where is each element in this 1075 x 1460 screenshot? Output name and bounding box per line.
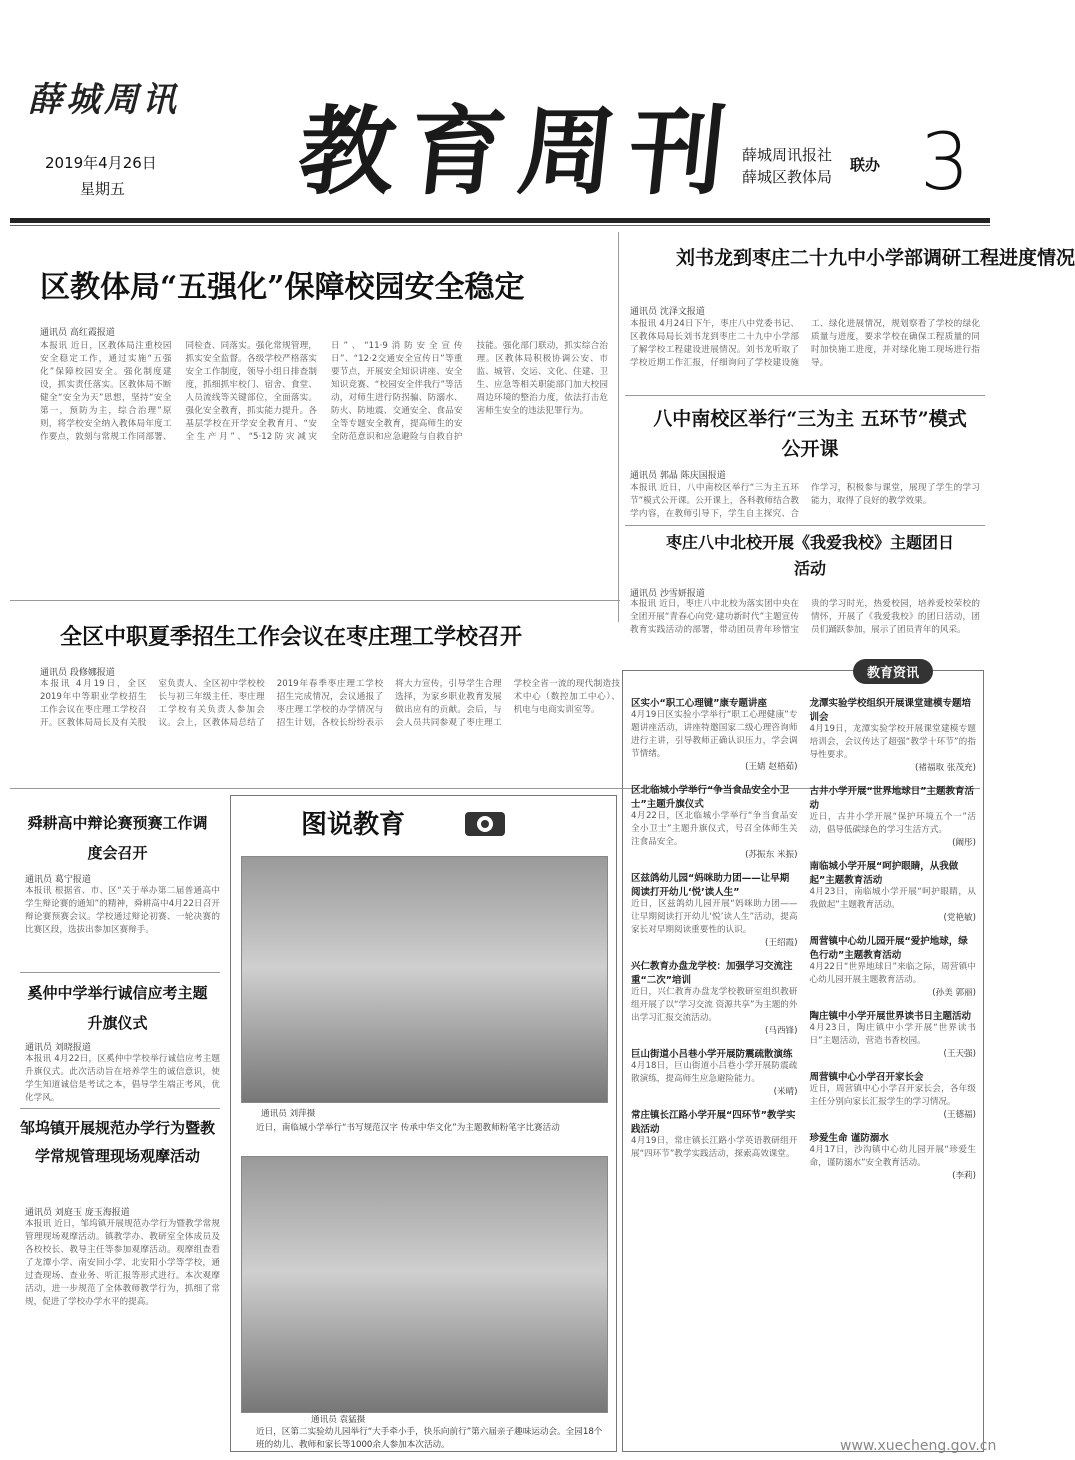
- photo2-caption: 近日，区第二实验幼儿园举行“大手牵小手，快乐向前行”第六届亲子趣味运动会。全园18个班的幼儿、教师和家长等1000余人参加本次活动。: [256, 1427, 603, 1450]
- article4-body: 本报讯 近日，八中南校区举行“三为主五环节”模式公开课。公开课上，各科教师结合教学内容，在教师引导下，学生自主探究、合作学习，积极参与课堂，展现了学生的学习能力，取得了良好的教学效果。: [630, 483, 980, 519]
- sidebar-news-item: [810, 1008, 977, 1061]
- photo-calligraphy-contest: [241, 856, 608, 1103]
- article7-body: 本报讯 4月22日，区奚仲中学校举行诚信应考主题升旗仪式。此次活动旨在培养学生的诚信意识，使学生知道诚信是考试之本，倡导学生端正考风，优化学风。: [25, 1054, 220, 1103]
- article7-title: 奚仲中学举行诚信应考主题升旗仪式: [27, 984, 208, 1032]
- sidebar-item-credit: (王绍霞): [765, 938, 798, 948]
- sidebar-item-credit: (李莉): [952, 1171, 976, 1181]
- sidebar-news-item: [810, 695, 977, 775]
- sidebar-item-title: 周营镇中心小学召开家长会: [809, 1072, 924, 1083]
- masthead-rule-thin: [10, 225, 990, 226]
- divider: [625, 395, 985, 396]
- sidebar-item-title: 南临城小学开展“呵护眼睛，从我做起”主题教育活动: [809, 861, 959, 886]
- photo-family-sports-meet: [241, 1156, 608, 1413]
- article2-body: 本报讯 4月19日，全区2019年中等职业学校招生工作会议在枣庄理工学校召开。区教体局局长及有关股室负责人、全区初中学校校长与初三年级主任、枣庄理工学校有关负责人参加会议。会上，区教体局总结了2019年春季枣庄理工学校招生完成情况，会议通报了枣庄理工学校的办学情况与招生计划，各校长纷纷表示将大力宣传，引导学生合理选择，为家乡职业教育发展做出应有的贡献。会后，与会人员共同参观了枣庄理工学校全省一流的现代制造技术中心（数控加工中心）、机电与电商实训室等。: [40, 679, 620, 728]
- sidebar-news-item: [810, 933, 977, 1000]
- column-divider: [618, 232, 619, 622]
- article3-title: 刘书龙到枣庄二十九中小学部调研工程进度情况: [676, 247, 1075, 269]
- divider: [20, 1108, 220, 1109]
- article8-byline: 通讯员 刘庭玉 庞玉海报道: [25, 1208, 130, 1218]
- sidebar-item-credit: (苏振东 米振): [745, 850, 798, 860]
- sidebar-news-item: [810, 783, 977, 850]
- article2-title: 全区中职夏季招生工作会议在枣庄理工学校召开: [60, 624, 523, 650]
- article5-body: 本报讯 近日，枣庄八中北校为落实团中央在全团开展“青春心向党·建功新时代”主题宣传教育实践活动的部署，带动团员青年珍惜宝贵的学习时光，热爱校园，培养爱校荣校的情怀，开展了《我爱我校》的团日活动，团员们踊跃参加，展示了团员青年的风采。: [630, 599, 980, 635]
- sidebar-news-item: [631, 695, 798, 774]
- sidebar-news-item: [631, 870, 798, 950]
- sidebar-item-title: 区实小“职工心理键”康专题讲座: [631, 698, 767, 709]
- sidebar-item-credit: (王婧 赵梧茹): [745, 762, 798, 772]
- sidebar-item-text: 4月17日，沙沟镇中心幼儿园开展“珍爱生命，谨防溺水”安全教育活动。: [809, 1145, 976, 1168]
- website-watermark: www.xuecheng.gov.cn: [840, 1438, 997, 1454]
- article6-body: 本报讯 根据省、市、区“关于举办第二届普通高中学生辩论赛的通知”的精神，舜耕高中4月22日召开辩论赛预赛会议。学校通过辩论初赛、一轮决赛的比赛区段，选拔出参加区赛辩手。: [25, 886, 220, 935]
- sidebar-banner: 教育资讯: [853, 659, 933, 684]
- article5-title: 枣庄八中北校开展《我爱我校》主题团日活动: [665, 533, 954, 578]
- sidebar-news-item: [631, 782, 798, 862]
- sidebar-item-title: 巨山街道小吕巷小学开展防震疏散演练: [631, 1049, 793, 1060]
- sidebar-items: [631, 695, 976, 1445]
- sidebar-item-text: 4月23日，南临城小学开展“呵护眼睛，从我做起”主题教育活动。: [809, 887, 976, 910]
- sidebar-item-title: 区北临城小学举行“争当食品安全小卫士”主题升旗仪式: [631, 785, 790, 810]
- organizer-1: 薛城周讯报社: [742, 146, 833, 164]
- photo1-caption: 近日，南临城小学举行“书写规范汉字 传承中华文化”为主题教师粉笔字比赛活动: [256, 1123, 560, 1133]
- sidebar-item-credit: (阚彤): [952, 838, 976, 848]
- article7-byline: 通讯员 刘晓报道: [25, 1043, 91, 1053]
- sidebar-item-text: 4月22日“世界地球日”来临之际，周营镇中心幼儿园开展主题教育活动。: [809, 962, 976, 985]
- sidebar-item-credit: (孙美 郭丽): [932, 988, 976, 998]
- sidebar-news-item: [631, 1107, 798, 1161]
- sidebar-item-title: 常庄镇长江路小学开展“四环节”教学实践活动: [631, 1110, 796, 1135]
- sidebar-item-text: 近日，区兹鸽幼儿园开展“妈咪助力团——让早期阅读打开幼儿‘悦’读人生”活动，提高家长对早期阅读重要性的认识。: [631, 899, 798, 935]
- article1-byline: 通讯员 高红霞报道: [40, 328, 115, 338]
- article1-title: 区教体局“五强化”保障校园安全稳定: [40, 270, 525, 305]
- sidebar-item-text: 4月19日区实验小学举行“职工心理健康”专题讲座活动，讲座特邀国家二级心理咨询师进行主讲，引导教师正确认识压力，学会调节情绪。: [631, 710, 798, 759]
- article8-title: 邹坞镇开展规范办学行为暨教学常规管理现场观摩活动: [20, 1119, 216, 1165]
- divider: [20, 972, 220, 973]
- sidebar-item-credit: (王天强): [943, 1049, 976, 1059]
- sidebar-item-text: 近日，兴仁教育办盘龙学校教研室组织教研组开展了以“学习交流 资源共享”为主题的外出学习汇报交流活动。: [631, 987, 798, 1023]
- camera-icon: [461, 802, 511, 842]
- masthead-rule: [10, 218, 990, 223]
- sidebar-item-title: 陶庄镇中小学开展世界读书日主题活动: [809, 1011, 972, 1022]
- photo-banner: 图说教育: [301, 810, 406, 840]
- sidebar-news-item: [810, 858, 977, 925]
- issue-date: 2019年4月26日: [45, 154, 157, 172]
- article1-body: 本报讯 近日，区教体局注重校园安全稳定工作，通过实施“五强化”保障校园安全。强化制度建设，抓实责任落实。区教体局不断健全“安全为天”思想，坚持“安全第一，预防为主，综合治理”原则，将学校安全纳入教体局年度工作要点，敦刻与常规工作同部署、同检查、同落实。强化常规管理，抓实安全监督。各级学校严格落实安全工作制度，领导小组日排查制度，抓细抓牢校门、宿舍、食堂、人员流线等关键部位，全面落实。强化安全教育，抓实能力提升。各基层学校在开学安全教育月、“安全生产月”、“5·12防灾减灾日”、“11·9消防安全宣传日”、“12·2交通安全宣传日”等重要节点，开展安全知识讲座、安全知识竞赛、“校园安全伴我行”等活动，对师生进行防拐骗、防溺水、防火、防地震、交通安全、食品安全等专题安全教育，提高师生的安全防范意识和应急避险与自救自护技能。强化部门联动，抓实综合治理。区教体局积极协调公安、市监、城管、交运、文化、住建、卫生、应急等相关职能部门加大校园周边环境的整治力度，依法打击危害师生安全的违法犯罪行为。: [40, 341, 608, 442]
- article8-body: 本报讯 近日，邹坞镇开展规范办学行为暨教学常规管理现场观摩活动。镇教学办、教研室全体成员及各校校长、教导主任等参加观摩活动。观摩组查看了龙潭小学、南安回小学、北安阳小学等学校，通过查现场、查业务、听汇报等形式进行。本次观摩活动，进一步规范了全体教师教学行为，抓细了常规，促进了学校办学水平的提高。: [25, 1219, 220, 1307]
- sidebar-item-credit: (米晴): [773, 1087, 798, 1097]
- sidebar-item-title: 古井小学开展“世界地球日”主题教育活动: [809, 786, 974, 811]
- article4-title: 八中南校区举行“三为主 五环节”模式公开课: [653, 408, 967, 460]
- sidebar-item-text: 4月19日，龙潭实验学校开展课堂建模专题培训会，会议传达了超强“教学十环节”的指导性要求。: [809, 724, 976, 760]
- divider: [625, 525, 985, 526]
- organizer-tag: 联办: [850, 156, 881, 174]
- photo2-credit: 通讯员 袁猛摄: [311, 1415, 366, 1425]
- issue-weekday: 星期五: [80, 180, 126, 198]
- article5-byline: 通讯员 沙雪妍报道: [630, 589, 705, 599]
- sidebar-item-text: 近日，周营镇中心小学召开家长会，各年级主任分别向家长汇报学生的学习情况。: [809, 1084, 976, 1107]
- divider: [10, 600, 620, 601]
- sidebar-item-title: 区兹鸽幼儿园“妈咪助力团——让早期阅读打开幼儿‘悦’读人生”: [631, 873, 790, 898]
- sidebar-item-title: 周营镇中心幼儿园开展“爱护地球，绿色行动”主题教育活动: [809, 936, 968, 961]
- page-number: 3: [920, 118, 970, 208]
- sidebar-item-text: 4月23日，陶庄镇中小学开展“世界读书日”主题活动，营造书香校园。: [809, 1023, 976, 1046]
- brand-logo: 薛城周讯: [28, 80, 180, 120]
- article6-title: 舜耕高中辩论赛预赛工作调度会召开: [27, 814, 208, 862]
- sidebar-item-text: 4月19日，常庄镇长江路小学英语教研组开展“四环节”教学实践活动，探索高效课堂。: [631, 1136, 798, 1159]
- photo-section: [230, 795, 617, 1452]
- sidebar-news-item: [631, 958, 798, 1038]
- sidebar-item-title: 珍爱生命 谨防溺水: [809, 1133, 889, 1144]
- sidebar-news-item: [810, 1130, 977, 1183]
- sidebar-news-item: [810, 1069, 977, 1122]
- sidebar-item-text: 近日，古井小学开展“保护环境五个一”活动，倡导低碳绿色的学习生活方式。: [809, 812, 976, 835]
- article6-byline: 通讯员 葛宁报道: [25, 875, 91, 885]
- article2-byline: 通讯员 段修娜报道: [40, 668, 115, 678]
- sidebar-item-credit: (褚福取 张茂充): [915, 763, 976, 773]
- sidebar-news-item: [631, 1046, 798, 1099]
- sidebar-item-text: 4月18日，巨山街道小吕巷小学开展防震疏散演练，提高师生应急避险能力。: [631, 1061, 798, 1084]
- sidebar-item-credit: (马西锋): [765, 1026, 798, 1036]
- article4-byline: 通讯员 郭晶 陈庆国报道: [630, 471, 726, 481]
- masthead: [0, 0, 1000, 230]
- sidebar-item-text: 4月22日，区北临城小学举行“争当食品安全小卫士”主题升旗仪式，号召全体师生关注食品安全。: [631, 811, 798, 847]
- organizer-2: 薛城区教体局: [742, 168, 833, 186]
- sidebar-news: [622, 666, 984, 1452]
- photo1-credit: 通讯员 刘萍摄: [261, 1109, 316, 1119]
- article3-body: 本报讯 4月24日下午，枣庄八中党委书记、区教体局局长刘书龙到枣庄二十九中小学部了解学校工程建设进展情况。刘书龙听取了学校近期工作汇报，仔细询问了学校建设施工、绿化进展情况，规划察看了学校的绿化质量与进度，要求学校在确保工程质量的同时加快施工进度，并对绿化施工现场进行指导。: [630, 319, 980, 368]
- newspaper-title: 教育周刊: [293, 95, 746, 208]
- sidebar-item-credit: (党艳敏): [943, 913, 976, 923]
- sidebar-item-title: 龙潭实验学校组织开展课堂建模专题培训会: [809, 698, 972, 723]
- article3-byline: 通讯员 沈泽文报道: [630, 307, 705, 317]
- sidebar-item-credit: (王德福): [943, 1110, 976, 1120]
- sidebar-item-title: 兴仁教育办盘龙学校：加强学习交流注重“二次”培训: [631, 961, 793, 986]
